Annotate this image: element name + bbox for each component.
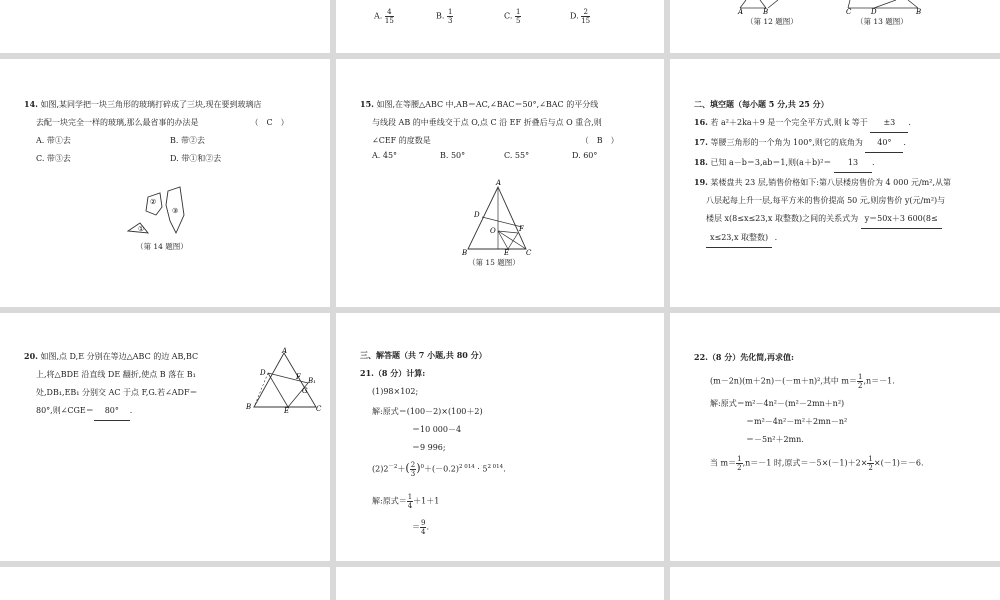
q22-solution-line3: ＝－5n²＋2mn. <box>746 435 804 444</box>
q14-option-b: B. 带②去 <box>170 136 205 145</box>
q16-answer: ±3 <box>870 114 908 133</box>
q14-option-a: A. 带①去 <box>36 136 71 145</box>
fig20-label-g: G <box>302 387 308 395</box>
option-d: D. $\frac{2}{15}$ <box>570 8 591 25</box>
fig13-label-c: C <box>846 8 852 16</box>
panel-bottom-left <box>0 567 330 600</box>
question-16: 16. 若 a²＋2ka＋9 是一个完全平方式,则 k 等于 ±3 . <box>694 113 951 133</box>
fig20-label-b: B <box>246 403 252 411</box>
question-14: 14. 如图,某同学把一块三角形的玻璃打碎成了三块,现在要到玻璃店 去配一块完全一样的玻璃,那么最省事的办法是 （ C ） <box>24 99 289 127</box>
q21-solution2-line1: 解:原式＝ $\frac{1}{4}$ ＋1＋1 <box>372 493 440 510</box>
caption-fig13: （第 13 题图） <box>856 17 908 26</box>
figure-12 <box>738 0 798 14</box>
q20-line2: 上,将△BDE 沿直线 DE 翻折,使点 B 落在 B₁ <box>36 370 196 379</box>
panel-bottom-middle <box>336 567 664 600</box>
panel-q20 <box>0 313 330 561</box>
section-2-title: 二、填空题（每小题 5 分,共 25 分） <box>694 99 829 109</box>
q21-solution2-line2: ＝ $\frac{9}{4}$ . <box>412 519 430 536</box>
fig13-label-d: D <box>871 8 877 16</box>
panel-q14 <box>0 59 330 307</box>
fig20-label-b1: B₁ <box>308 377 316 385</box>
question-18: 18. 已知 a－b＝3,ab＝1,则(a＋b)²＝ 13 . <box>694 153 951 173</box>
fig15-label-f: F <box>519 225 524 233</box>
q21-solution1-line3: ＝9 996; <box>412 443 446 452</box>
figure-20-triangle <box>246 347 326 421</box>
q19-answer-part1: y＝50x＋3 600(8≤ <box>861 210 942 229</box>
figure-13 <box>846 0 926 14</box>
panel-top-left <box>0 0 330 53</box>
q15-line1: 如图,在等腰△ABC 中,AB＝AC,∠BAC＝50°,∠BAC 的平分线 <box>376 100 599 109</box>
q22-solution-line2: ＝m²－4n²－m²＋2mn－n² <box>746 417 848 426</box>
option-c: C. $\frac{1}{5}$ <box>504 8 521 25</box>
caption-fig15: （第 15 题图） <box>468 258 520 267</box>
q14-option-c: C. 带③去 <box>36 154 71 163</box>
panel-bottom-right <box>670 567 1000 600</box>
panel-top-middle <box>336 0 664 53</box>
panel-top-right <box>670 0 1000 53</box>
q22-solution-line4: 当 m＝ $\frac{1}{2}$ ,n＝－1 时,原式＝－5×(－1)＋2× $\frac{1}{2}$ ×(－1)＝－6. <box>710 455 924 472</box>
fig20-label-d: D <box>260 369 266 377</box>
q15-line3: ∠CEF 的度数是 <box>372 136 431 145</box>
option-b: B. $\frac{1}{3}$ <box>436 8 453 25</box>
q19-line3: 楼层 x(8≤x≤23,x 取整数)之间的关系式为 <box>706 214 859 223</box>
q17-answer: 40° <box>865 134 903 153</box>
q21-part2: $(2)2^{-2}+$( $\frac{2}{3}$ )$^0+(-0.2)^{2 014} \cdot 5^{2 014}$. <box>372 461 506 478</box>
q14-option-d: D. 带①和②去 <box>170 154 222 163</box>
fig15-label-a: A <box>496 179 502 187</box>
fig20-label-f: F <box>296 373 301 381</box>
q22-expression: (m－2n)(m＋2n)－(－m＋n)²,其中 m＝ $\frac{1}{2}$ ,n＝－1. <box>710 373 895 390</box>
q20-line4: 80°,则∠CGE＝ <box>36 406 94 415</box>
figure-15-triangle <box>460 179 540 257</box>
q21-part1: (1)98×102; <box>372 387 419 396</box>
panel-q15 <box>336 59 664 307</box>
section-2-fill-in: 二、填空题（每小题 5 分,共 25 分） 16. 若 a²＋2ka＋9 是一个完全平方式,则 k 等于 ±3 . 17. 等腰三角形的一个角为 100°,则它的底角为 40° . 18. 已知 a－b＝3,ab＝1,则(a＋b)²＝ 13 . 19. 某楼盘共 23 层,销售价格如下:第八层楼房售价为 4 000 元/m²,从第 八层起每上升一层,每平方米的售价提高 50 元,则房售价 y(元/m²)与 楼层 x(8≤x≤23,x 取整数)之间的关系式为 y＝50x＋3 600(8≤ x≤23,x 取整数) . <box>694 95 951 248</box>
question-19: 19. 某楼盘共 23 层,销售价格如下:第八层楼房售价为 4 000 元/m²,从第 <box>694 177 951 187</box>
option-a: A. $\frac{4}{15}$ <box>374 8 394 25</box>
q14-line2: 去配一块完全一样的玻璃,那么最省事的办法是 <box>36 118 199 127</box>
fig15-label-c: C <box>526 249 532 257</box>
q22-solution-line1: 解:原式＝m²－4n²－(m²－2mn＋n²) <box>710 399 845 408</box>
fig15-label-d: D <box>474 211 480 219</box>
question-20: 20. 如图,点 D,E 分别在等边△ABC 的边 AB,BC 上,将△BDE 沿直线 DE 翻折,使点 B 落在 B₁ 处,DB₁,EB₁ 分别交 AC 于点 F,G.若∠ADF＝ 80°,则∠CGE＝ 80° . <box>24 347 198 421</box>
q18-answer: 13 <box>834 154 872 173</box>
piece-1-label: ① <box>138 225 145 233</box>
q15-option-b: B. 50° <box>440 151 466 160</box>
q15-option-c: C. 55° <box>504 151 530 160</box>
q14-line1: 如图,某同学把一块三角形的玻璃打碎成了三块,现在要到玻璃店 <box>40 100 262 109</box>
figure-14-glass-pieces <box>126 187 206 247</box>
q20-line1: 如图,点 D,E 分别在等边△ABC 的边 AB,BC <box>40 352 199 361</box>
fig20-label-e: E <box>284 407 290 415</box>
fig15-label-b: B <box>462 249 468 257</box>
panel-fill-in <box>670 59 1000 307</box>
section-3-title: 三、解答题（共 7 小题,共 80 分） <box>360 350 487 360</box>
q15-line2: 与线段 AB 的中垂线交于点 O,点 C 沿 EF 折叠后与点 O 重合,则 <box>372 118 602 127</box>
caption-fig14: （第 14 题图） <box>136 242 188 251</box>
question-17: 17. 等腰三角形的一个角为 100°,则它的底角为 40° . <box>694 133 951 153</box>
fig12-label-a: A <box>738 8 744 16</box>
q22-heading: 22.（8 分）先化简,再求值: <box>694 352 795 362</box>
q19-line2: 八层起每上升一层,每平方米的售价提高 50 元,则房售价 y(元/m²)与 <box>706 196 946 205</box>
fig13-label-b: B <box>916 8 922 16</box>
q20-answer: 80° <box>94 402 130 421</box>
q15-answer: （ B ） <box>580 136 619 145</box>
q19-answer-part2: x≤23,x 取整数) <box>706 229 772 248</box>
fig20-label-c: C <box>316 405 322 413</box>
fig12-label-b: B <box>763 8 769 16</box>
question-15: 15. 如图,在等腰△ABC 中,AB＝AC,∠BAC＝50°,∠BAC 的平分线 与线段 AB 的中垂线交于点 O,点 C 沿 EF 折叠后与点 O 重合,则 ∠CEF 的度数是 （ B ） <box>360 99 619 145</box>
caption-fig12: （第 12 题图） <box>746 17 798 26</box>
q15-option-a: A. 45° <box>372 151 398 160</box>
q21-heading: 21.（8 分）计算: <box>360 368 426 378</box>
piece-2-label: ② <box>150 198 157 206</box>
panel-q21 <box>336 313 664 561</box>
fig15-label-e: E <box>504 249 510 257</box>
q21-solution1-line2: ＝10 000－4 <box>412 425 462 434</box>
q21-solution1-line1: 解:原式＝(100－2)×(100＋2) <box>372 407 483 416</box>
panel-q22 <box>670 313 1000 561</box>
fig20-label-a: A <box>282 347 288 355</box>
q14-answer: （ C ） <box>250 118 289 127</box>
q20-line3: 处,DB₁,EB₁ 分别交 AC 于点 F,G.若∠ADF＝ <box>36 388 198 397</box>
fig15-label-o: O <box>490 227 496 235</box>
piece-3-label: ③ <box>172 207 179 215</box>
q15-option-d: D. 60° <box>572 151 598 160</box>
